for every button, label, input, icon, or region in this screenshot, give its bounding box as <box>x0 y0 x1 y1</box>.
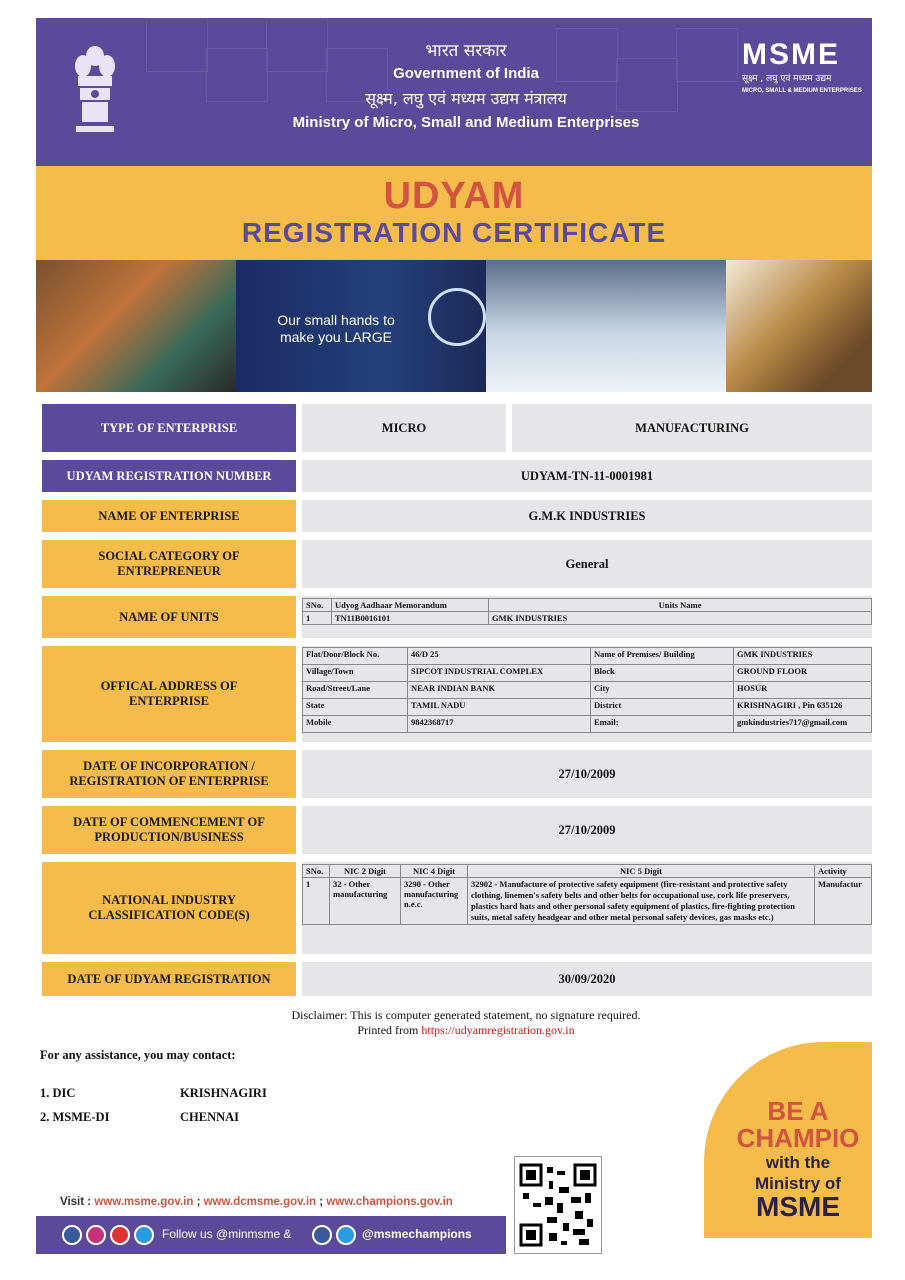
english-line-2: Ministry of Micro, Small and Medium Enterprises <box>292 114 640 131</box>
enterprise-name-label: NAME OF ENTERPRISE <box>42 500 296 532</box>
printed-from-label: Printed from <box>357 1023 419 1037</box>
table-row <box>303 878 872 925</box>
enterprise-activity-value: MANUFACTURING <box>512 404 872 452</box>
msme-logo-hindi: सूक्ष्म , लघु एवं मध्यम उद्यम <box>742 74 832 84</box>
flat-value: 46/D 25 <box>408 648 591 665</box>
contact-2-num: 2. MSME-DI <box>40 1110 110 1124</box>
slogan-line-2: make you LARGE <box>279 329 393 345</box>
nic-header-activity: Activity <box>815 865 872 878</box>
address-label: OFFICAL ADDRESS OF ENTERPRISE <box>42 646 296 742</box>
certificate-page <box>36 18 872 1258</box>
road-label: Road/Street/Lane <box>303 682 408 699</box>
title-udyam: UDYAM <box>383 175 525 217</box>
government-heading <box>236 40 696 134</box>
slogan-line-1: Our small hands to <box>277 312 395 328</box>
msme-logo <box>742 40 872 96</box>
champion-line-with-the: with the <box>765 1153 831 1172</box>
hindi-line-2: सूक्ष्म, लघु एवं मध्यम उद्यम मंत्रालय <box>365 89 567 108</box>
registration-number-label: UDYAM REGISTRATION NUMBER <box>42 460 296 492</box>
enterprise-size-value: MICRO <box>302 404 506 452</box>
units-cell-sno: 1 <box>303 612 332 625</box>
email-value: gmkindustries717@gmail.com <box>734 716 872 733</box>
units-header-name: Units Name <box>489 599 872 612</box>
disclaimer-text: Disclaimer: This is computer generated statement, no signature required. <box>291 1008 641 1022</box>
qr-code <box>514 1156 602 1254</box>
commencement-date-value: 27/10/2009 <box>302 806 872 854</box>
state-value: TAMIL NADU <box>408 699 591 716</box>
farmer-photo <box>726 260 872 392</box>
mobile-label: Mobile <box>303 716 408 733</box>
visit-line <box>60 1196 453 1208</box>
table-row <box>303 716 872 733</box>
title-registration-certificate: REGISTRATION CERTIFICATE <box>241 217 667 248</box>
social-footer <box>36 1216 506 1254</box>
instagram-icon[interactable] <box>86 1225 106 1245</box>
header-band <box>36 18 872 166</box>
block-value: GROUND FLOOR <box>734 665 872 682</box>
nic-table <box>302 864 872 925</box>
title-band <box>36 166 872 260</box>
champion-subheading <box>724 1152 872 1194</box>
facebook-icon[interactable] <box>62 1225 82 1245</box>
printed-from-line <box>36 1023 872 1038</box>
village-label: Village/Town <box>303 665 408 682</box>
incorporation-date-label: DATE OF INCORPORATION / REGISTRATION OF ENTERPRISE <box>42 750 296 798</box>
banner-image <box>36 260 872 392</box>
english-line-1: Government of India <box>393 65 539 82</box>
type-of-enterprise-label: TYPE OF ENTERPRISE <box>42 404 296 452</box>
champion-msme: MSME <box>756 1191 840 1222</box>
district-label: District <box>591 699 734 716</box>
road-value: NEAR INDIAN BANK <box>408 682 591 699</box>
twitter-icon[interactable] <box>134 1225 154 1245</box>
city-value: HOSUR <box>734 682 872 699</box>
address-table <box>302 647 872 733</box>
social-category-value: General <box>302 540 872 588</box>
table-row <box>303 612 872 625</box>
champion-line-ministry-of: Ministry of <box>755 1174 841 1193</box>
mobile-value: 9842368717 <box>408 716 591 733</box>
champions-website-link[interactable]: www.champions.gov.in <box>326 1196 453 1208</box>
units-label: NAME OF UNITS <box>42 596 296 638</box>
nic-cell-4digit: 3290 - Other manufacturing n.e.c. <box>401 878 468 925</box>
contact-1-place: KRISHNAGIRI <box>180 1086 267 1100</box>
msme-logo-text: MSME <box>742 38 840 71</box>
district-value: KRISHNAGIRI , Pin 635126 <box>734 699 872 716</box>
units-cell-name: GMK INDUSTRIES <box>489 612 872 625</box>
qr-code-icon <box>515 1157 601 1253</box>
city-label: City <box>591 682 734 699</box>
msme-website-link[interactable]: www.msme.gov.in <box>94 1196 194 1208</box>
office-workers-photo <box>486 260 726 392</box>
incorporation-date-value: 27/10/2009 <box>302 750 872 798</box>
units-table <box>302 598 872 625</box>
twitter-icon[interactable] <box>336 1225 356 1245</box>
youtube-icon[interactable] <box>110 1225 130 1245</box>
units-table-container <box>302 596 872 638</box>
block-label: Block <box>591 665 734 682</box>
nic-header-4digit: NIC 4 Digit <box>401 865 468 878</box>
nic-header-sno: SNo. <box>303 865 330 878</box>
state-label: State <box>303 699 408 716</box>
table-row <box>303 699 872 716</box>
units-cell-uam: TN11B0016101 <box>332 612 489 625</box>
flat-label: Flat/Door/Block No. <box>303 648 408 665</box>
contact-1-num: 1. DIC <box>40 1086 76 1100</box>
champion-line-champion: CHAMPIO <box>736 1123 860 1153</box>
premises-value: GMK INDUSTRIES <box>734 648 872 665</box>
commencement-date-label: DATE OF COMMENCEMENT OF PRODUCTION/BUSINESS <box>42 806 296 854</box>
nic-cell-activity: Manufactur <box>815 878 872 925</box>
chakra-wheel-icon <box>428 288 486 346</box>
table-row <box>303 648 872 665</box>
village-value: SIPCOT INDUSTRIAL COMPLEX <box>408 665 591 682</box>
social-category-label: SOCIAL CATEGORY OF ENTREPRENEUR <box>42 540 296 588</box>
national-emblem-icon <box>70 40 120 136</box>
champions-handle: @msmechampions <box>362 1227 472 1241</box>
registration-number-value: UDYAM-TN-11-0001981 <box>302 460 872 492</box>
enterprise-name-value: G.M.K INDUSTRIES <box>302 500 872 532</box>
be-a-champion-badge <box>704 1042 872 1238</box>
visit-separator-1: ; <box>193 1196 204 1208</box>
table-row <box>303 665 872 682</box>
dcmsme-website-link[interactable]: www.dcmsme.gov.in <box>203 1196 317 1208</box>
udyam-date-value: 30/09/2020 <box>302 962 872 996</box>
follow-us-text: Follow us @minmsme & <box>162 1227 292 1241</box>
hindi-line-1: भारत सरकार <box>425 41 507 61</box>
address-table-container <box>302 646 872 742</box>
msme-logo-english: MICRO, SMALL & MEDIUM ENTERPRISES <box>742 88 862 94</box>
units-header-uam: Udyog Aadhaar Memorandum <box>332 599 489 612</box>
premises-label: Name of Premises/ Building <box>591 648 734 665</box>
visit-separator-2: ; <box>316 1196 327 1208</box>
facebook-icon[interactable] <box>312 1225 332 1245</box>
assistance-heading: For any assistance, you may contact: <box>40 1048 236 1062</box>
email-label: Email: <box>591 716 734 733</box>
nic-header-2digit: NIC 2 Digit <box>330 865 401 878</box>
champion-line-be-a: BE A <box>767 1096 829 1126</box>
nic-table-container <box>302 862 872 954</box>
nic-header-5digit: NIC 5 Digit <box>468 865 815 878</box>
artisan-photo <box>36 260 236 392</box>
udyam-date-label: DATE OF UDYAM REGISTRATION <box>42 962 296 996</box>
nic-cell-2digit: 32 - Other manufacturing <box>330 878 401 925</box>
visit-label: Visit : <box>60 1196 95 1208</box>
slogan-text <box>266 312 406 346</box>
units-header-sno: SNo. <box>303 599 332 612</box>
nic-cell-sno: 1 <box>303 878 330 925</box>
champion-heading <box>724 1098 872 1152</box>
udyam-portal-link[interactable]: https://udyamregistration.gov.in <box>421 1023 575 1037</box>
contact-2-place: CHENNAI <box>180 1110 240 1124</box>
nic-label: NATIONAL INDUSTRY CLASSIFICATION CODE(S) <box>42 862 296 954</box>
disclaimer <box>36 1008 872 1038</box>
table-row <box>303 682 872 699</box>
nic-cell-5digit: 32902 - Manufacture of protective safety equipment (fire-resistant and protective safety clothing, linemen's safety belts and other belts for occupational use, cork life preservers, plastics hard hats and other personal safety equipment of plastics, fire-fighting protection suits, metal safety headgear and other metal personal safety devices, gas masks etc.) <box>468 878 815 925</box>
